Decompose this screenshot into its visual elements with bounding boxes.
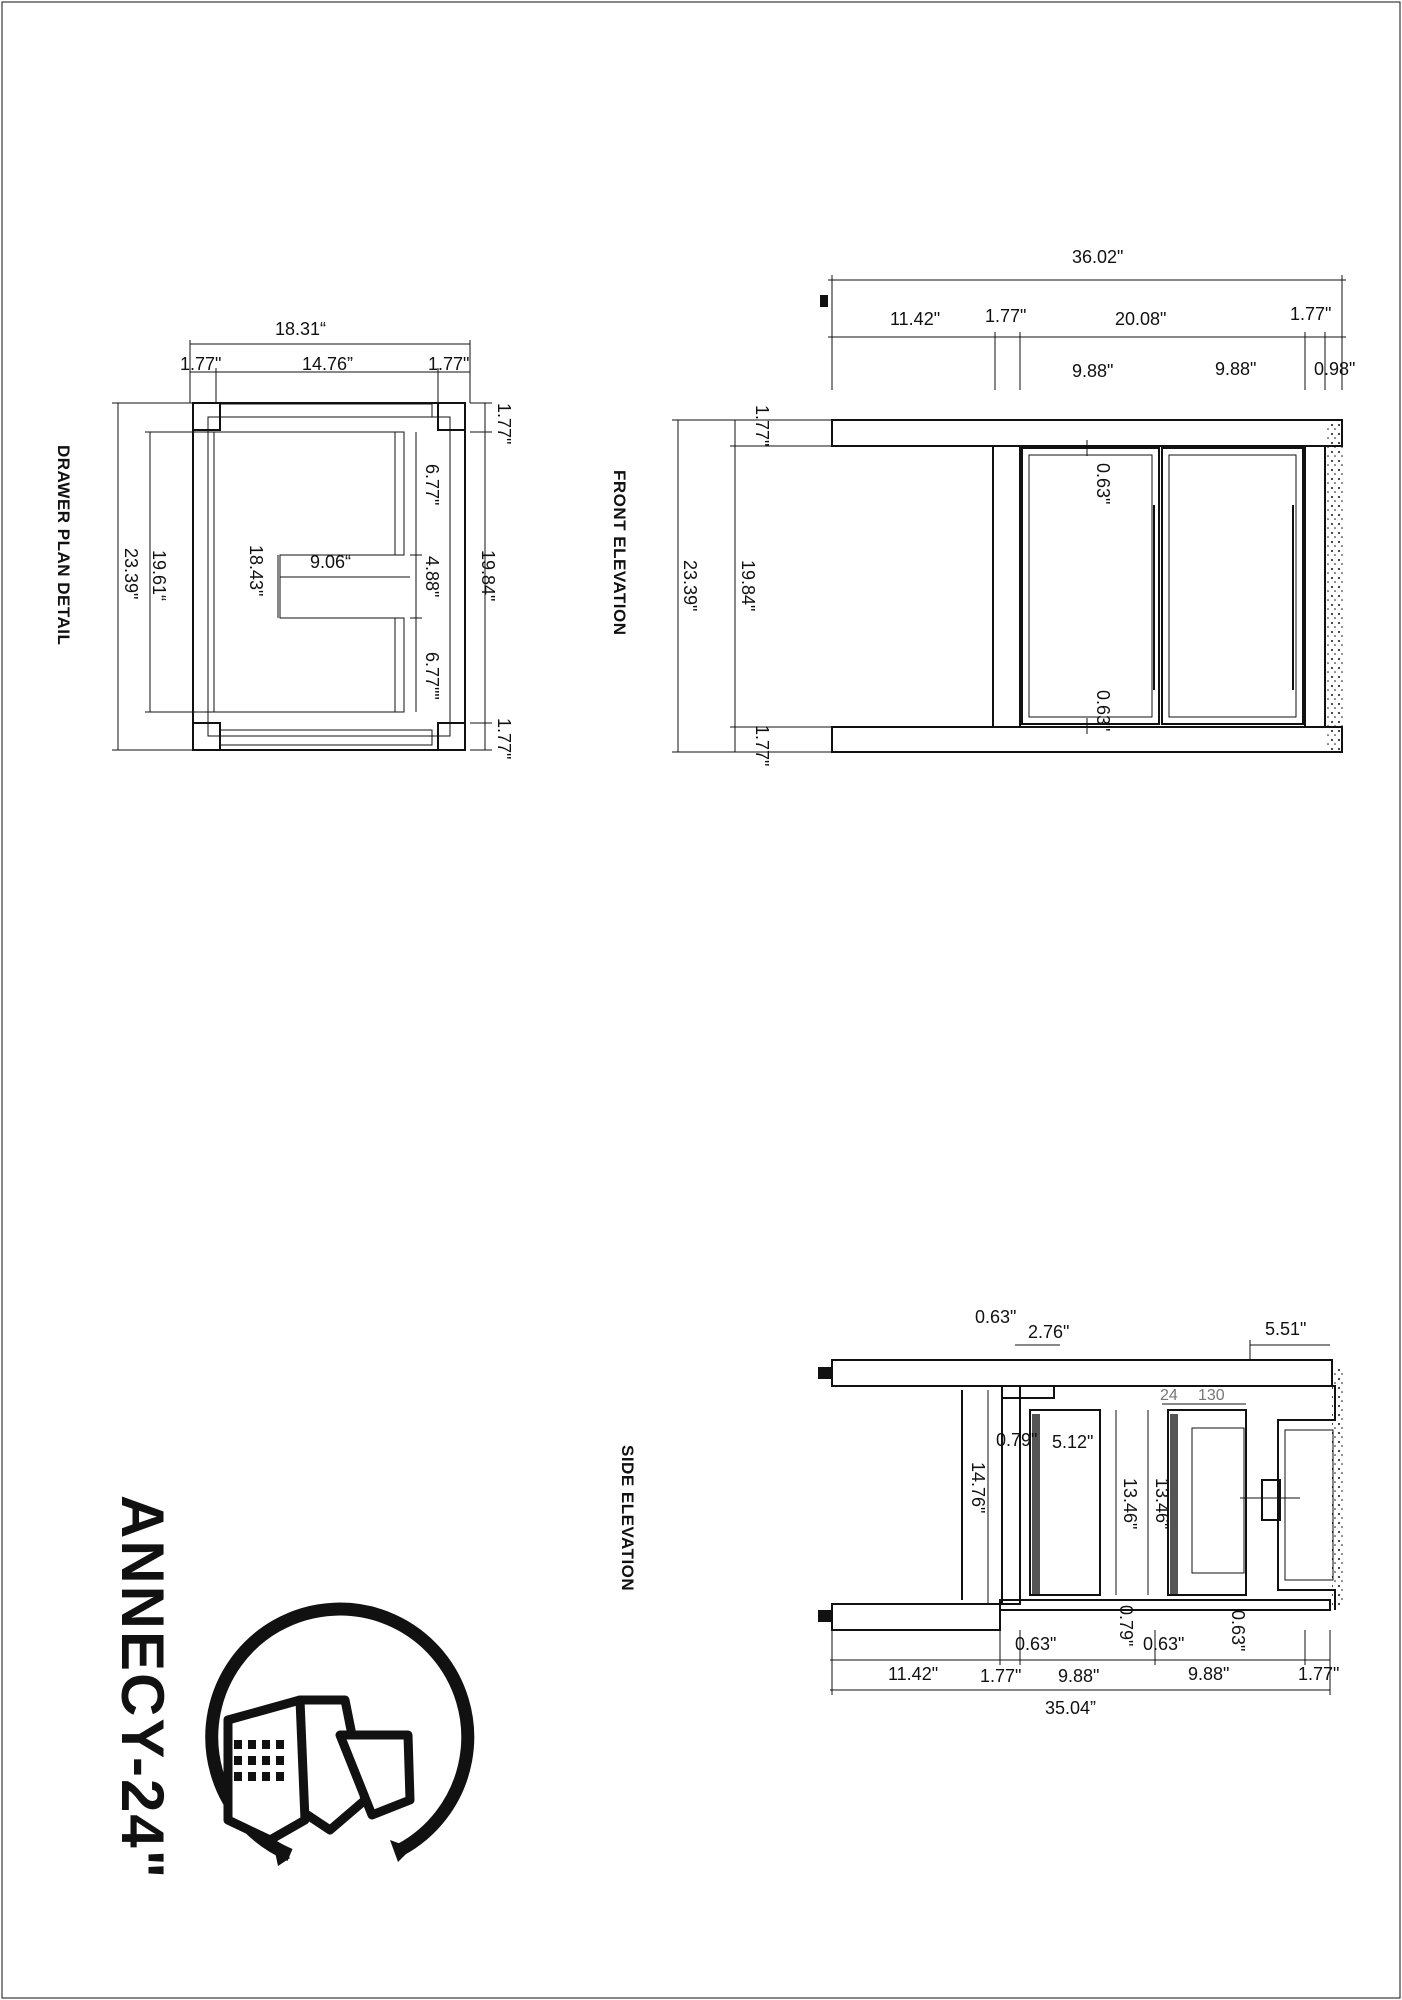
dim-side-run-5: 1.77" [1298,1664,1340,1684]
dim-side-inner-b: 5.12" [1052,1432,1094,1452]
front-door-left-inner [1029,455,1152,717]
dim-side-top-b: 2.76" [1028,1322,1070,1342]
dim-notch-lower: 6.77"" [422,652,442,700]
dim-side-overall: 35.04” [1045,1698,1097,1718]
front-door-left [1022,448,1159,724]
dim-drawer-right-side: 1.77" [428,354,470,374]
front-stone-edge [1326,420,1344,752]
dim-front-post-left: 1.77" [985,306,1027,326]
dim-front-overall: 36.02" [1072,247,1124,267]
dim-drawer-overall-depth: 23.39" [121,548,141,600]
dim-drawer-inner-width: 14.76” [302,354,354,374]
side-elevation [618,1307,1344,1718]
front-left-post [993,446,1020,727]
dim-side-drawer-b: 13.46" [1152,1478,1172,1530]
dim-side-run-2: 1.77" [980,1666,1022,1686]
drawer-top-rail [220,404,432,417]
drawer-bottom-rail [220,730,432,745]
dim-side-top-a: 0.63" [975,1307,1017,1327]
drawer-plan-title: DRAWER PLAN DETAIL [54,445,73,646]
dim-drawer-top-rail: 1.77" [494,403,514,445]
front-door-right-inner [1169,455,1296,717]
side-drawer-back [1168,1410,1246,1595]
dim-front-bottom-thickness: 1.77" [752,725,772,767]
front-right-post [1305,446,1325,727]
drawer-box-outline [214,432,404,712]
dim-front-left-overhang: 11.42" [890,309,941,329]
city-logo-icon [212,1609,468,1866]
dim-front-opening: 19.84" [738,560,758,612]
dim-front-edge: 0.98" [1314,359,1356,379]
dim-front-bottom-gap: 0.63" [1093,690,1113,732]
dim-drawer-right-depth: 19.84" [478,550,498,602]
dim-side-bot-c: 0.63" [1143,1634,1185,1654]
dim-notch-upper: 6.77" [422,464,442,506]
front-door-right [1162,448,1303,724]
dim-drawer-left-side: 1.77" [180,354,222,374]
side-top-slab [832,1360,1332,1386]
front-elevation [610,247,1355,766]
dim-side-run-3: 9.88" [1058,1666,1100,1686]
dim-side-run-4: 9.88" [1188,1664,1230,1684]
dim-drawer-bottom-rail: 1.77" [494,718,514,760]
dim-front-door-left: 9.88" [1072,361,1114,381]
dim-side-height: 14.76" [968,1462,988,1514]
dim-side-bot-a: 0.63" [1015,1634,1057,1654]
dim-side-small-24: 24 [1160,1387,1178,1404]
side-bottom-slab [832,1604,1000,1630]
dim-front-span: 20.08" [1115,309,1167,329]
brand-title: ANNECY-24" [109,1495,176,1881]
side-elevation-title: SIDE ELEVATION [618,1445,637,1592]
dim-drawer-inner-depth: 19.61“ [149,550,169,602]
dim-side-bot-d: 0.63" [1228,1610,1248,1652]
dim-side-bot-b: 0.79" [1116,1605,1136,1647]
side-front-post [1002,1386,1020,1604]
dim-notch-middle: 4.88" [422,556,442,598]
dim-drawer-overall-width: 18.31“ [275,319,327,339]
dim-front-top-thickness: 1.77" [752,405,772,447]
dim-side-inner-a: 0.79" [996,1430,1038,1450]
dim-notch-depth: 18.43" [246,545,266,597]
dim-side-drawer-a: 13.46" [1120,1478,1140,1530]
dim-front-post-right: 1.77" [1290,304,1332,324]
drawer-plan-detail [54,319,514,759]
front-elevation-title: FRONT ELEVATION [610,470,629,636]
dim-notch-width: 9.06“ [310,552,352,572]
dim-front-height: 23.39" [680,560,700,612]
dim-front-top-gap: 0.63" [1093,463,1113,505]
dim-side-top-right: 5.51" [1265,1319,1307,1339]
dim-front-door-right: 9.88" [1215,359,1257,379]
dim-side-run-1: 11.42" [888,1664,939,1684]
dim-side-small-130: 130 [1198,1387,1225,1404]
